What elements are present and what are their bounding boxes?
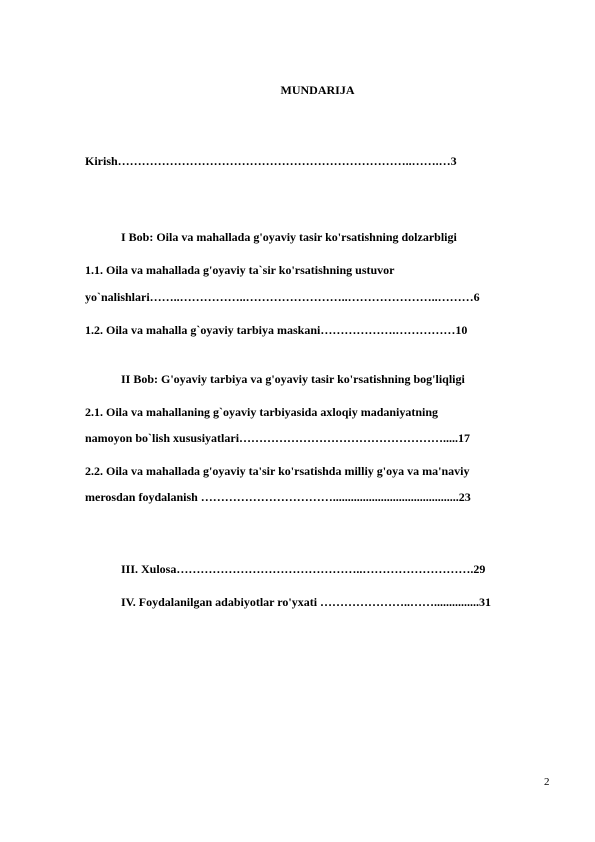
toc-chapter-1-heading: I Bob: Oila va mahallada g'oyaviy tasir ko'rsatishning dolzarbligi	[121, 230, 457, 244]
page-title: MUNDARIJA	[280, 83, 355, 97]
toc-entry-1-1-line-1: 1.1. Oila va mahallada g'oyaviy ta`sir ko'rsatishning ustuvor	[85, 263, 395, 277]
toc-chapter-2-heading: II Bob: G'oyaviy tarbiya va g'oyaviy tasir ko'rsatishning bog'liqligi	[121, 372, 465, 386]
toc-entry-references: IV. Foydalanilgan adabiyotlar ro'yxati …………………..……...............31	[121, 595, 492, 609]
toc-entry-1-1-line-2: yo`nalishlari……..……………..……………………..…………………..………6	[85, 290, 480, 304]
toc-entry-introduction: Kirish………………………………………………………………..…….…3	[85, 154, 457, 168]
toc-entry-2-1-line-1: 2.1. Oila va mahallaning g`oyaviy tarbiyasida axloqiy madaniyatning	[85, 405, 439, 419]
page-number: 2	[544, 776, 550, 788]
toc-entry-2-2-line-1: 2.2. Oila va mahallada g'oyaviy ta'sir ko'rsatishda milliy g'oya va ma'naviy	[85, 464, 470, 478]
toc-entry-conclusion: III. Xulosa………………………………………..……………………….29	[121, 562, 486, 576]
toc-entry-2-2-line-2: merosdan foydalanish ……………………………..........................................23	[85, 490, 471, 504]
toc-entry-2-1-line-2: namoyon bo`lish xususiyatlari…………………………………………….....17	[85, 431, 471, 445]
toc-entry-1-2: 1.2. Oila va mahalla g`oyaviy tarbiya maskani……………….……………10	[85, 323, 468, 337]
